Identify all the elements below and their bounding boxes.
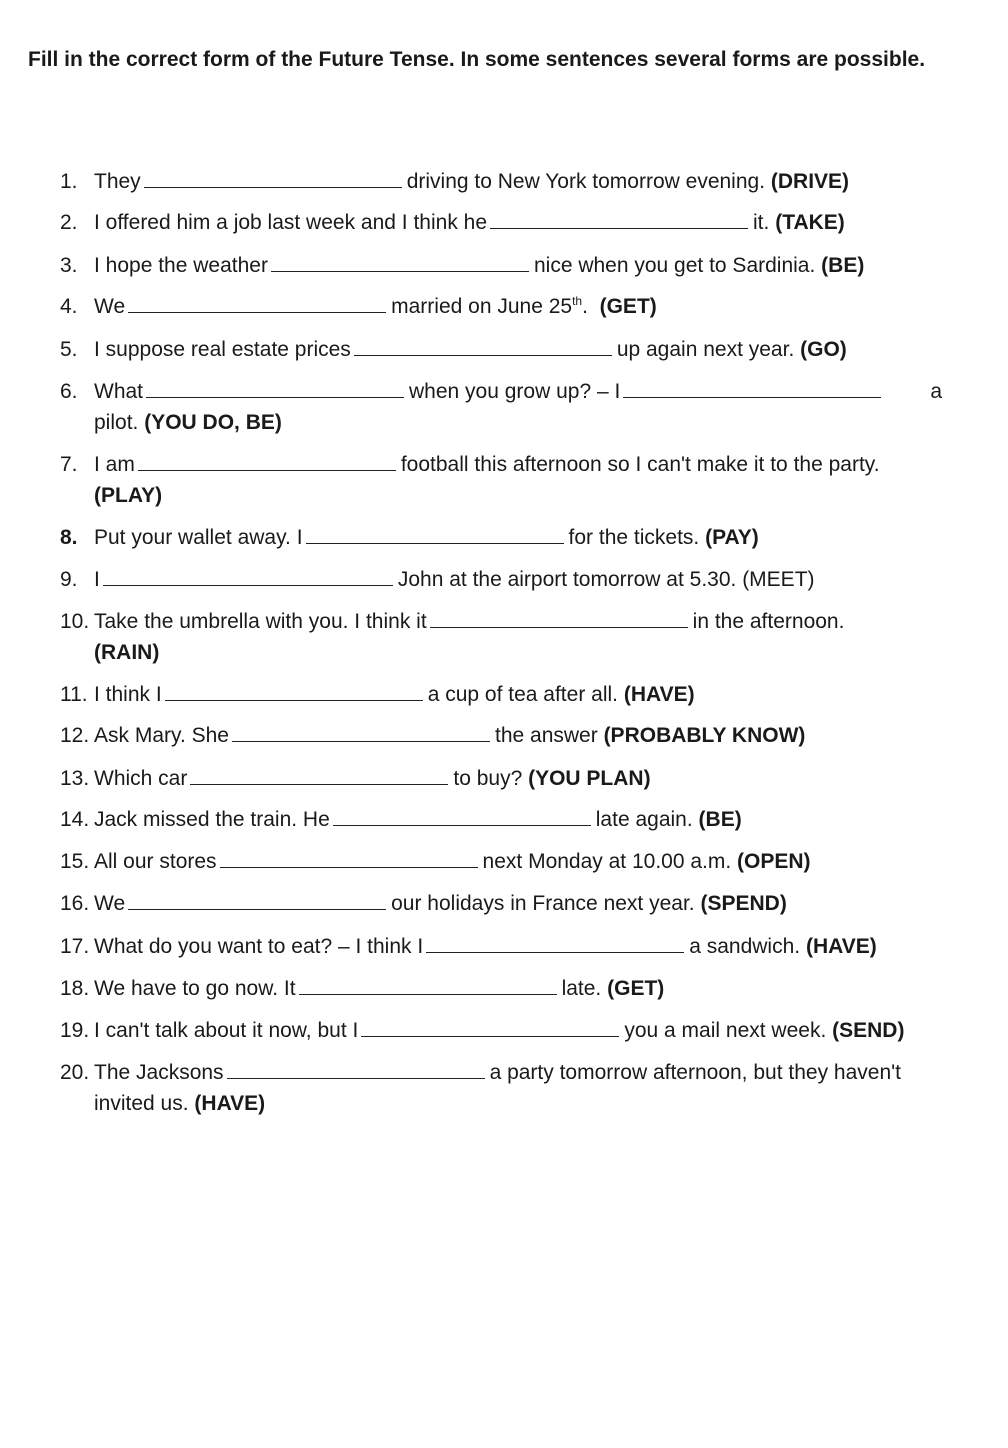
sentence-start: We <box>94 892 126 915</box>
sentence-start: Jack missed the train. He <box>94 808 330 831</box>
sentence-end: a sandwich. <box>689 935 801 958</box>
sentence-continuation: invited us. <box>94 1092 189 1115</box>
verb-hint: (HAVE) <box>194 1092 266 1115</box>
answer-blank[interactable] <box>128 889 386 910</box>
sentence-end: it. <box>753 211 770 234</box>
sentence-end: a cup of tea after all. <box>427 683 618 706</box>
exercise-item-7 <box>60 449 990 511</box>
sentence-start: The Jacksons <box>94 1061 224 1084</box>
verb-hint: (YOU DO, BE) <box>144 411 282 434</box>
verb-hint: (OPEN) <box>737 850 811 873</box>
answer-blank[interactable] <box>144 167 402 188</box>
exercise-item-12 <box>60 720 990 751</box>
exercise-item-13 <box>60 763 990 794</box>
verb-hint: (SPEND) <box>700 892 787 915</box>
verb-hint: (TAKE) <box>775 211 845 234</box>
exercise-item-18 <box>60 973 990 1004</box>
exercise-item-3 <box>60 250 990 281</box>
sentence-end: our holidays in France next year. <box>391 892 695 915</box>
verb-hint: (BE) <box>698 808 742 831</box>
item-number: 19. <box>60 1019 90 1042</box>
answer-blank[interactable] <box>190 764 448 785</box>
item-number: 6. <box>60 380 78 403</box>
sentence-end: football this afternoon so I can't make it to the party. <box>400 453 880 476</box>
verb-hint: (HAVE) <box>805 935 877 958</box>
instructions: Fill in the correct form of the Future Tense. In some sentences several forms are possible. <box>28 48 926 71</box>
answer-blank[interactable] <box>128 292 386 313</box>
verb-hint: (HAVE) <box>623 683 695 706</box>
sentence-start: I suppose real estate prices <box>94 338 351 361</box>
exercise-item-11 <box>60 679 990 710</box>
item-number: 5. <box>60 338 78 361</box>
exercise-item-2 <box>60 207 990 238</box>
exercise-item-16 <box>60 888 990 919</box>
sentence-start: What <box>94 380 144 403</box>
verb-hint: (SEND) <box>832 1019 905 1042</box>
sentence-start: We have to go now. It <box>94 977 296 1000</box>
item-number: 7. <box>60 453 78 476</box>
item-number: 20. <box>60 1061 90 1084</box>
sentence-start: What do you want to eat? – I think I <box>94 935 424 958</box>
item-number: 9. <box>60 568 78 591</box>
sentence-continuation: pilot. <box>94 411 139 434</box>
item-number: 1. <box>60 170 78 193</box>
answer-blank[interactable] <box>232 721 490 742</box>
answer-blank[interactable] <box>227 1058 485 1079</box>
verb-hint: (BE) <box>821 254 865 277</box>
item-number: 4. <box>60 295 78 318</box>
item-number: 11. <box>60 683 88 706</box>
sentence-end: you a mail next week. <box>624 1019 827 1042</box>
exercise-item-6 <box>60 376 990 438</box>
sentence-start: I <box>94 568 100 591</box>
sentence-start: We <box>94 295 126 318</box>
sentence-start: Put your wallet away. I <box>94 526 303 549</box>
sentence-end: John at the airport tomorrow at 5.30. (MEET) <box>397 568 815 591</box>
verb-hint: (YOU PLAN) <box>528 767 651 790</box>
exercise-item-1 <box>60 166 990 197</box>
exercise-item-15 <box>60 846 990 877</box>
answer-blank[interactable] <box>354 335 612 356</box>
item-number: 12. <box>60 724 90 747</box>
exercise-item-5 <box>60 334 990 365</box>
sentence-start: Take the umbrella with you. I think it <box>94 610 427 633</box>
sentence-start: I can't talk about it now, but I <box>94 1019 359 1042</box>
answer-blank[interactable] <box>220 847 478 868</box>
verb-hint: (DRIVE) <box>770 170 850 193</box>
sentence-end: next Monday at 10.00 a.m. <box>482 850 732 873</box>
answer-blank[interactable] <box>103 565 393 586</box>
sentence-end: to buy? <box>453 767 523 790</box>
answer-blank[interactable] <box>490 208 748 229</box>
sentence-start: I think I <box>94 683 162 706</box>
verb-hint: (GET) <box>599 295 657 318</box>
answer-blank[interactable] <box>146 377 404 398</box>
exercise-item-8 <box>60 522 990 553</box>
sentence-tail: a <box>930 380 942 403</box>
verb-hint: (RAIN) <box>94 641 160 664</box>
exercise-item-19 <box>60 1015 990 1046</box>
sentence-start: Ask Mary. She <box>94 724 229 747</box>
sentence-end: nice when you get to Sardinia. <box>533 254 816 277</box>
exercise-item-14 <box>60 804 990 835</box>
exercise-item-9 <box>60 564 990 595</box>
item-number: 10. <box>60 610 90 633</box>
verb-hint: (GET) <box>607 977 665 1000</box>
sentence-start: I am <box>94 453 135 476</box>
verb-hint: (PAY) <box>705 526 759 549</box>
ordinal-suffix: th <box>572 294 583 308</box>
item-number: 18. <box>60 977 90 1000</box>
answer-blank[interactable] <box>430 607 688 628</box>
exercise-item-4 <box>60 291 990 322</box>
item-number: 17. <box>60 935 90 958</box>
sentence-start: I hope the weather <box>94 254 268 277</box>
item-number: 15. <box>60 850 90 873</box>
item-number: 8. <box>60 526 78 549</box>
item-number: 14. <box>60 808 90 831</box>
answer-blank[interactable] <box>426 932 684 953</box>
item-number: 3. <box>60 254 78 277</box>
sentence-end: up again next year. <box>616 338 795 361</box>
answer-blank[interactable] <box>138 450 396 471</box>
sentence-start: I offered him a job last week and I think he <box>94 211 488 234</box>
verb-hint: (PLAY) <box>94 484 163 507</box>
verb-hint: (PROBABLY KNOW) <box>603 724 806 747</box>
answer-blank[interactable] <box>165 680 423 701</box>
sentence-middle: when you grow up? – I <box>409 380 621 403</box>
item-number: 16. <box>60 892 90 915</box>
sentence-end: in the afternoon. <box>692 610 845 633</box>
sentence-end: a party tomorrow afternoon, but they haven't <box>489 1061 901 1084</box>
answer-blank-2[interactable] <box>623 377 881 398</box>
sentence-end: driving to New York tomorrow evening. <box>406 170 766 193</box>
verb-hint: (GO) <box>800 338 847 361</box>
exercise-item-20 <box>60 1057 990 1119</box>
sentence-end: the answer <box>494 724 598 747</box>
answer-blank[interactable] <box>306 523 564 544</box>
answer-blank[interactable] <box>361 1016 619 1037</box>
exercise-item-10 <box>60 606 990 668</box>
sentence-end: late again. <box>595 808 693 831</box>
answer-blank[interactable] <box>333 805 591 826</box>
answer-blank[interactable] <box>299 974 557 995</box>
item-number: 2. <box>60 211 78 234</box>
answer-blank[interactable] <box>271 251 529 272</box>
item-number: 13. <box>60 767 90 790</box>
sentence-start: Which car <box>94 767 188 790</box>
sentence-end: married on June 25 <box>391 295 573 318</box>
sentence-end: for the tickets. <box>568 526 700 549</box>
sentence-end: late. <box>561 977 602 1000</box>
exercise-item-17 <box>60 931 990 962</box>
sentence-start: They <box>94 170 141 193</box>
sentence-start: All our stores <box>94 850 217 873</box>
sentence-end-period: . <box>582 295 588 318</box>
